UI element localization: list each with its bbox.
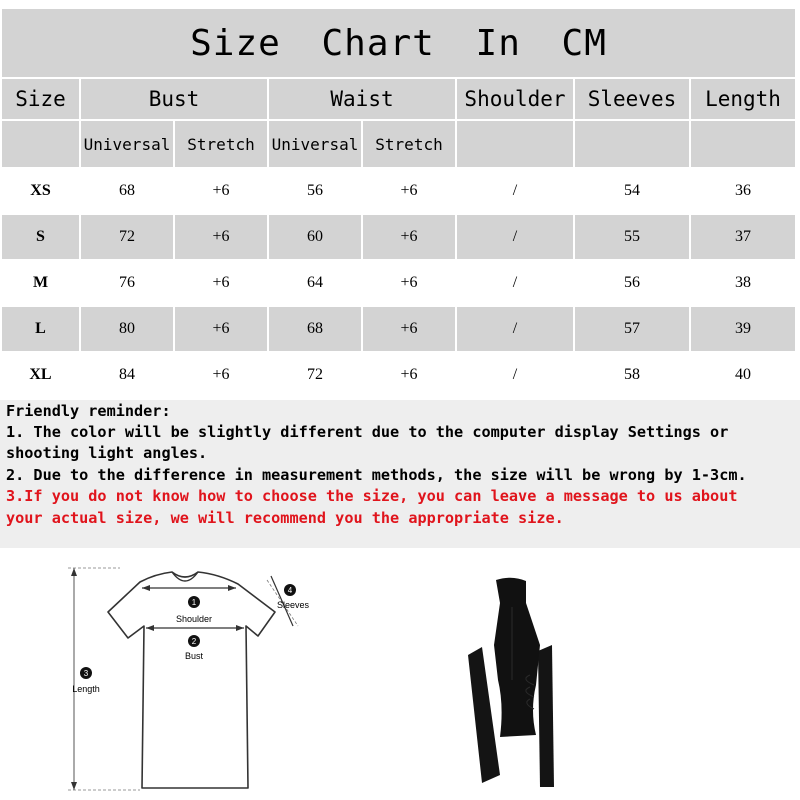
subheader-bust-universal: Universal — [81, 121, 173, 167]
table-cell-xs-shoulder: / — [512, 182, 518, 199]
table-cell-m-length: 38 — [735, 274, 751, 291]
table-cell-l-shoulder: / — [457, 307, 573, 351]
left-arm-sleeve — [468, 647, 500, 783]
subheader-bust-stretch: Stretch — [175, 121, 267, 167]
right-arm-sleeve — [538, 645, 554, 787]
table-cell-l-length: 39 — [691, 307, 795, 351]
bust-label: Bust — [184, 651, 204, 661]
column-header-length: Length — [691, 79, 795, 119]
shoulder-number: 1 — [191, 598, 197, 607]
table-cell-xl-sleeves: 58 — [624, 366, 640, 383]
reminder-line-3a: 3.If you do not know how to choose the size, you can leave a message to us about — [6, 487, 738, 505]
table-cell-m-waist-stretch: +6 — [400, 274, 418, 291]
table-cell-l-size: L — [2, 307, 79, 351]
table-cell-xl-bust-stretch: +6 — [212, 366, 230, 383]
table-cell-xs-bust-stretch: +6 — [212, 182, 230, 199]
table-cell-s-bust-stretch: +6 — [175, 215, 267, 259]
table-cell-s-length: 37 — [691, 215, 795, 259]
subheader-blank-size — [2, 121, 79, 167]
table-cell-s-shoulder: / — [457, 215, 573, 259]
table-cell-s-bust-universal: 72 — [81, 215, 173, 259]
column-header-sleeves: Sleeves — [575, 79, 689, 119]
table-cell-l-waist-stretch: +6 — [363, 307, 455, 351]
subheader-blank-length — [691, 121, 795, 167]
table-cell-m-waist-universal: 64 — [307, 274, 323, 291]
table-cell-xl-waist-stretch: +6 — [400, 366, 418, 383]
tshirt-measurement-diagram — [60, 560, 330, 795]
table-cell-xl-length: 40 — [735, 366, 751, 383]
table-cell-m-sleeves: 56 — [624, 274, 640, 291]
table-cell-s-sleeves: 55 — [575, 215, 689, 259]
subheader-blank-sleeves — [575, 121, 689, 167]
subheader-waist-stretch: Stretch — [363, 121, 455, 167]
length-arrow-bottom — [71, 782, 77, 790]
length-label: Length — [72, 684, 100, 694]
reminder-line-1b: shooting light angles. — [6, 444, 208, 462]
reminder-line-3b: your actual size, we will recommend you the appropriate size. — [6, 509, 564, 527]
table-cell-xs-bust-universal: 68 — [119, 182, 135, 199]
table-cell-m-bust-stretch: +6 — [212, 274, 230, 291]
table-cell-l-waist-universal: 68 — [269, 307, 361, 351]
column-header-bust: Bust — [81, 79, 267, 119]
table-cell-xl-shoulder: / — [512, 366, 518, 383]
sleeves-number: 4 — [287, 586, 293, 595]
subheader-blank-shoulder — [457, 121, 573, 167]
table-cell-xs-waist-stretch: +6 — [400, 182, 418, 199]
shoulder-label: Shoulder — [175, 614, 213, 624]
table-cell-xs-sleeves: 54 — [624, 182, 640, 199]
sleeves-label: Sleeves — [276, 600, 310, 610]
table-cell-m-size: M — [32, 274, 49, 291]
table-cell-xs-length: 36 — [735, 182, 751, 199]
table-cell-l-bust-stretch: +6 — [175, 307, 267, 351]
table-cell-xs-waist-universal: 56 — [307, 182, 323, 199]
table-cell-m-shoulder: / — [512, 274, 518, 291]
table-cell-xl-waist-universal: 72 — [307, 366, 323, 383]
table-cell-s-size: S — [2, 215, 79, 259]
reminder-line-2: 2. Due to the difference in measurement methods, the size will be wrong by 1-3cm. — [6, 466, 747, 484]
table-cell-xs-size: XS — [30, 182, 51, 199]
friendly-reminder — [0, 400, 800, 548]
length-arrow-top — [71, 568, 77, 576]
reminder-line-1a: 1. The color will be slightly different due to the computer display Settings or — [6, 423, 729, 441]
product-photo-black-top — [460, 575, 570, 790]
table-cell-m-bust-universal: 76 — [119, 274, 135, 291]
bust-number: 2 — [191, 637, 197, 646]
table-cell-xl-size: XL — [29, 366, 52, 383]
table-cell-xl-bust-universal: 84 — [119, 366, 135, 383]
table-cell-l-bust-universal: 80 — [81, 307, 173, 351]
table-cell-l-sleeves: 57 — [575, 307, 689, 351]
column-header-shoulder: Shoulder — [457, 79, 573, 119]
column-header-size: Size — [2, 79, 79, 119]
chart-title: Size Chart In CM — [2, 9, 795, 77]
reminder-heading: Friendly reminder: — [6, 402, 171, 420]
table-cell-s-waist-stretch: +6 — [363, 215, 455, 259]
top-body — [494, 578, 540, 737]
table-cell-s-waist-universal: 60 — [269, 215, 361, 259]
subheader-waist-universal: Universal — [269, 121, 361, 167]
length-number: 3 — [83, 669, 89, 678]
column-header-waist: Waist — [269, 79, 455, 119]
